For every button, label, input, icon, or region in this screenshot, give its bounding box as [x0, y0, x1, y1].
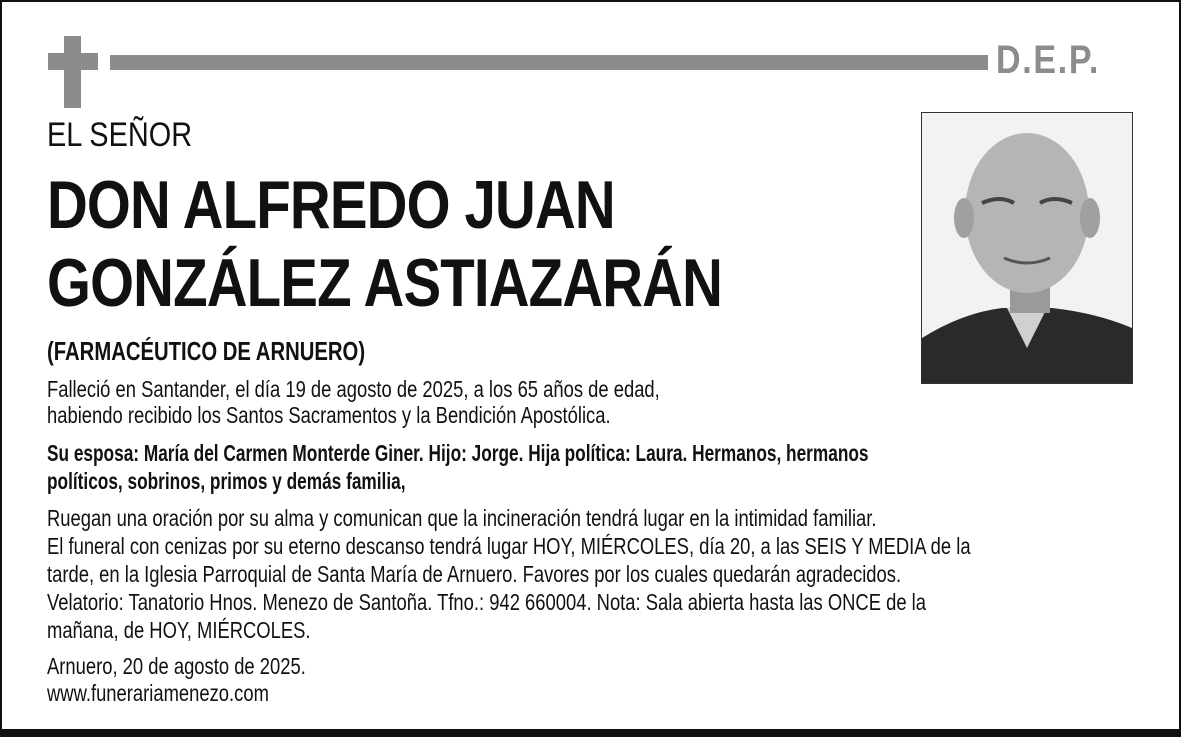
- bottom-rule: [0, 729, 1181, 737]
- service-line: El funeral con cenizas por su eterno descanso tendrá lugar HOY, MIÉRCOLES, día 20, a las SEIS Y MEDIA de la: [47, 533, 971, 559]
- dep-label: D.E.P.: [996, 38, 1101, 82]
- service-line: Velatorio: Tanatorio Hnos. Menezo de Santoña. Tfno.: 942 660004. Nota: Sala abierta hasta las ONCE de la: [47, 589, 926, 615]
- place-date: Arnuero, 20 de agosto de 2025.: [47, 653, 306, 679]
- website-link[interactable]: www.funerariamenezo.com: [47, 680, 269, 706]
- service-line: tarde, en la Iglesia Parroquial de Santa María de Arnuero. Favores por los cuales quedarán agradecidos.: [47, 561, 902, 587]
- service-line: mañana, de HOY, MIÉRCOLES.: [47, 617, 311, 643]
- header-rule: [110, 55, 988, 70]
- portrait-photo: [921, 112, 1133, 384]
- cross-icon: [64, 36, 81, 108]
- service-line: Ruegan una oración por su alma y comunican que la incineración tendrá lugar en la intimidad familiar.: [47, 505, 877, 531]
- death-notice-line: habiendo recibido los Santos Sacramentos y la Bendición Apostólica.: [47, 402, 611, 428]
- profession: (FARMACÉUTICO DE ARNUERO): [47, 336, 366, 366]
- deceased-name-line: DON ALFREDO JUAN: [47, 167, 615, 243]
- cross-icon-bar: [48, 53, 98, 70]
- death-notice-line: Falleció en Santander, el día 19 de agosto de 2025, a los 65 años de edad,: [47, 376, 660, 402]
- title-prefix: EL SEÑOR: [47, 116, 193, 154]
- family-line: políticos, sobrinos, primos y demás familia,: [47, 468, 406, 494]
- family-line: Su esposa: María del Carmen Monterde Giner. Hijo: Jorge. Hija política: Laura. Hermanos, hermanos: [47, 440, 869, 466]
- deceased-name-line: GONZÁLEZ ASTIAZARÁN: [47, 245, 723, 321]
